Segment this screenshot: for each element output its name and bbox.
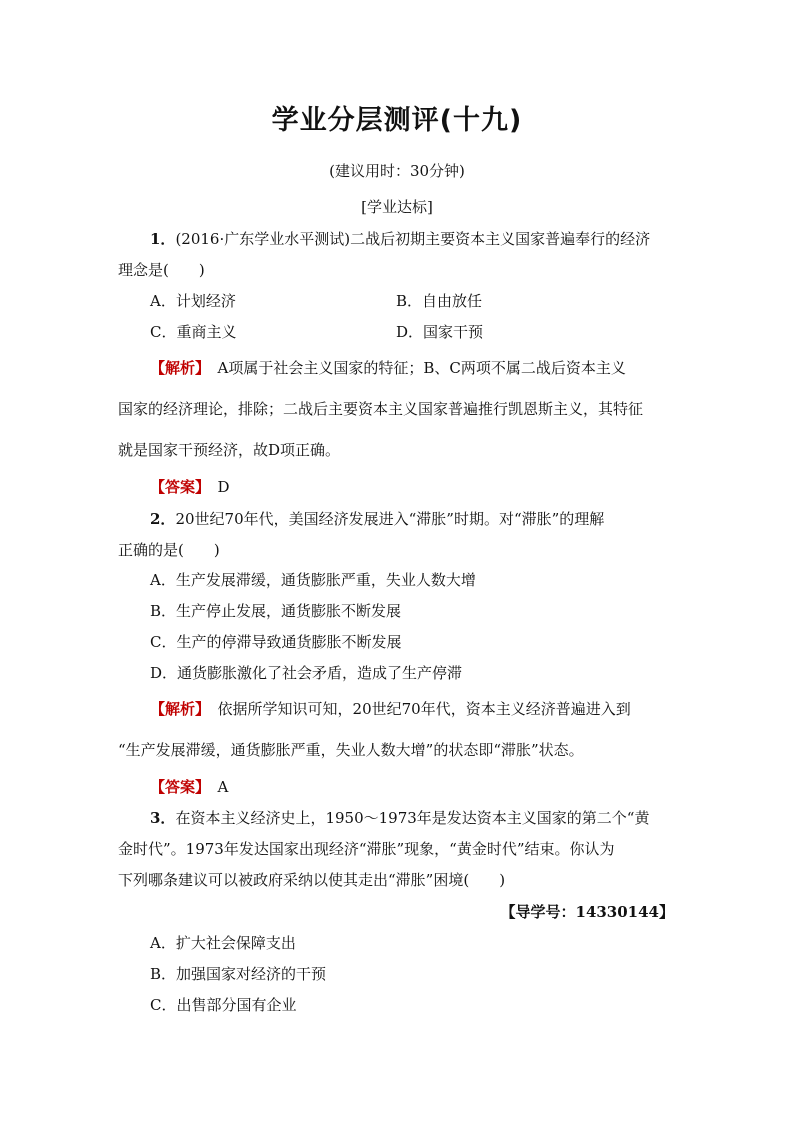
q2-answer: A: [217, 778, 229, 796]
analysis-tag: 【解析】: [150, 359, 203, 377]
q1-analysis-line-1: [150, 357, 710, 378]
q1-answer-line: [150, 476, 710, 497]
answer-tag: 【答案】: [150, 478, 203, 496]
question-1-text-1: (2016·广东学业水平测试)二战后初期主要资本主义国家普遍奉行的经济: [175, 230, 651, 248]
q2-option-d: D．通货膨胀激化了社会矛盾，造成了生产停滞: [150, 664, 463, 682]
q1-option-d: D．国家干预: [396, 323, 484, 341]
question-3-line-1: [150, 807, 710, 828]
q1-analysis-text-1: A项属于社会主义国家的特征；B、C两项不属二战后资本主义: [217, 359, 626, 377]
answer-tag: 【答案】: [150, 778, 203, 796]
question-2-text-1: 20世纪70年代，美国经济发展进入“滞胀”时期。对“滞胀”的理解: [175, 510, 605, 528]
section-heading: [学业达标]: [361, 198, 433, 216]
q2-option-b: B．生产停止发展，通货膨胀不断发展: [150, 602, 402, 620]
q1-answer: D: [217, 478, 230, 496]
q2-analysis-text-1: 依据所学知识可知，20世纪70年代，资本主义经济普遍进入到: [217, 700, 631, 718]
question-3-number: 3．: [150, 809, 176, 827]
question-3-line-3: 下列哪条建议可以被政府采纳以使其走出“滞胀”困境( ): [118, 871, 506, 889]
q1-option-a: A．计划经济: [150, 292, 236, 310]
guide-number: 【导学号：14330144】: [500, 903, 674, 921]
analysis-tag: 【解析】: [150, 700, 203, 718]
q3-option-a: A．扩大社会保障支出: [150, 934, 296, 952]
question-1-line-1: [150, 228, 710, 249]
question-2-line-1: [150, 508, 710, 529]
q3-option-c: C．出售部分国有企业: [150, 996, 297, 1014]
time-hint: (建议用时：30分钟): [329, 162, 465, 180]
question-1-number: 1．: [150, 230, 176, 248]
q1-option-c: C．重商主义: [150, 323, 237, 341]
q2-analysis-line-1: [150, 698, 710, 719]
question-2-line-2: 正确的是( ): [118, 541, 220, 559]
question-2-number: 2．: [150, 510, 176, 528]
question-1-line-2: 理念是( ): [118, 261, 205, 279]
question-3-text-1: 在资本主义经济史上，1950～1973年是发达资本主义国家的第二个“黄: [175, 809, 650, 827]
q3-option-b: B．加强国家对经济的干预: [150, 965, 327, 983]
q2-analysis-line-2: “生产发展滞缓，通货膨胀严重，失业人数大增”的状态即“滞胀”状态。: [118, 741, 584, 759]
q1-option-b: B．自由放任: [396, 292, 483, 310]
q2-option-a: A．生产发展滞缓，通货膨胀严重，失业人数大增: [150, 571, 476, 589]
q1-analysis-line-2: 国家的经济理论，排除；二战后主要资本主义国家普遍推行凯恩斯主义，其特征: [118, 400, 644, 418]
q2-option-c: C．生产的停滞导致通货膨胀不断发展: [150, 633, 402, 651]
q1-analysis-line-3: 就是国家干预经济，故D项正确。: [118, 441, 341, 459]
q2-answer-line: [150, 776, 710, 797]
page-title: 学业分层测评(十九): [271, 105, 523, 136]
question-3-line-2: 金时代”。1973年发达国家出现经济“滞胀”现象，“黄金时代”结束。你认为: [118, 840, 615, 858]
